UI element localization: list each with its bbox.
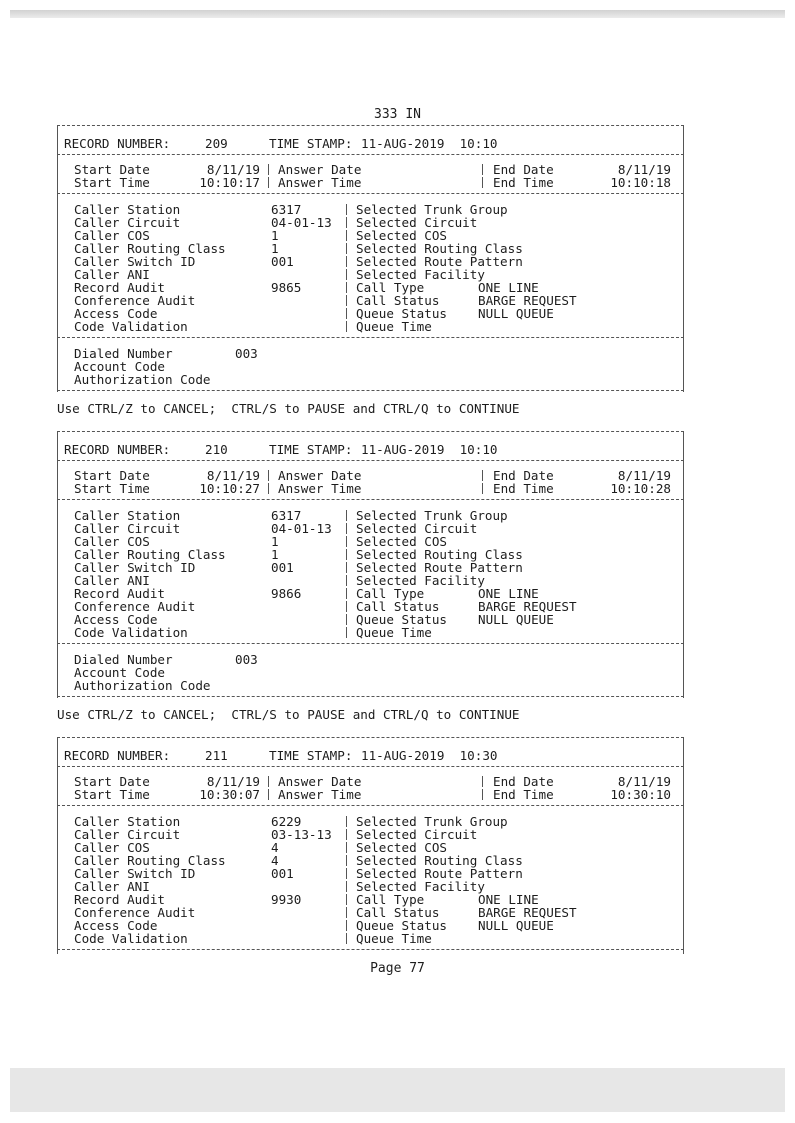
column-separator bbox=[482, 177, 483, 188]
access-code-label: Access Code bbox=[74, 918, 158, 933]
dialed-number-label: Dialed Number bbox=[74, 346, 173, 361]
column-separator bbox=[346, 269, 347, 280]
caller-cos-value: 4 bbox=[271, 840, 279, 855]
call-type-label: Call Type bbox=[356, 586, 425, 601]
column-separator bbox=[482, 776, 483, 787]
caller-switch-id-label: Caller Switch ID bbox=[74, 254, 196, 269]
column-separator bbox=[346, 933, 347, 944]
column-separator bbox=[346, 842, 347, 853]
column-separator bbox=[346, 295, 347, 306]
record-audit-label: Record Audit bbox=[74, 586, 165, 601]
queue-status-label: Queue Status bbox=[356, 918, 447, 933]
divider bbox=[57, 193, 684, 194]
end-date-value: 8/11/19 bbox=[617, 774, 671, 789]
column-separator bbox=[346, 894, 347, 905]
time-stamp-label: TIME STAMP: bbox=[269, 442, 353, 457]
answer-date-label: Answer Date bbox=[278, 468, 362, 483]
record-number-label: RECORD NUMBER: bbox=[64, 136, 171, 151]
caller-switch-id-value: 001 bbox=[271, 254, 294, 269]
selected-facility-label: Selected Facility bbox=[356, 267, 485, 282]
column-separator bbox=[346, 868, 347, 879]
column-separator bbox=[346, 510, 347, 521]
selected-route-pattern-label: Selected Route Pattern bbox=[356, 866, 523, 881]
end-date-label: End Date bbox=[493, 774, 554, 789]
divider bbox=[57, 696, 684, 697]
conference-audit-label: Conference Audit bbox=[74, 905, 196, 920]
queue-status-value: NULL QUEUE bbox=[478, 306, 554, 321]
selected-route-pattern-label: Selected Route Pattern bbox=[356, 560, 523, 575]
dialed-number-value: 003 bbox=[235, 652, 258, 667]
divider bbox=[57, 805, 684, 806]
call-status-value: BARGE REQUEST bbox=[478, 905, 577, 920]
scan-edge-top bbox=[10, 10, 785, 18]
record-border-left bbox=[57, 431, 58, 698]
column-separator bbox=[346, 920, 347, 931]
selected-circuit-label: Selected Circuit bbox=[356, 521, 478, 536]
caller-switch-id-label: Caller Switch ID bbox=[74, 866, 196, 881]
caller-station-label: Caller Station bbox=[74, 814, 181, 829]
control-instructions: Use CTRL/Z to CANCEL; CTRL/S to PAUSE and CTRL/Q to CONTINUE bbox=[57, 401, 520, 416]
record-border-right bbox=[683, 431, 684, 698]
account-code-label: Account Code bbox=[74, 359, 165, 374]
conference-audit-label: Conference Audit bbox=[74, 293, 196, 308]
record-audit-value: 9866 bbox=[271, 586, 302, 601]
answer-time-label: Answer Time bbox=[278, 787, 362, 802]
column-separator bbox=[346, 321, 347, 332]
queue-status-label: Queue Status bbox=[356, 612, 447, 627]
record-border-right bbox=[683, 737, 684, 954]
selected-routing-class-label: Selected Routing Class bbox=[356, 853, 523, 868]
selected-facility-label: Selected Facility bbox=[356, 573, 485, 588]
record-audit-label: Record Audit bbox=[74, 892, 165, 907]
selected-routing-class-label: Selected Routing Class bbox=[356, 547, 523, 562]
caller-station-value: 6229 bbox=[271, 814, 302, 829]
record-number-label: RECORD NUMBER: bbox=[64, 748, 171, 763]
time-stamp-label: TIME STAMP: bbox=[269, 136, 353, 151]
caller-routing-class-label: Caller Routing Class bbox=[74, 241, 226, 256]
column-separator bbox=[482, 789, 483, 800]
divider bbox=[57, 337, 684, 338]
caller-station-label: Caller Station bbox=[74, 202, 181, 217]
column-separator bbox=[482, 483, 483, 494]
column-separator bbox=[268, 483, 269, 494]
queue-time-label: Queue Time bbox=[356, 625, 432, 640]
call-status-label: Call Status bbox=[356, 905, 440, 920]
column-separator bbox=[268, 164, 269, 175]
divider bbox=[57, 390, 684, 391]
queue-status-value: NULL QUEUE bbox=[478, 918, 554, 933]
time-stamp-value: 11-AUG-2019 10:10 bbox=[361, 442, 498, 457]
selected-cos-label: Selected COS bbox=[356, 534, 447, 549]
end-date-value: 8/11/19 bbox=[617, 468, 671, 483]
scan-edge-bottom bbox=[10, 1068, 785, 1112]
divider bbox=[57, 643, 684, 644]
caller-ani-label: Caller ANI bbox=[74, 267, 150, 282]
call-status-label: Call Status bbox=[356, 599, 440, 614]
column-separator bbox=[346, 536, 347, 547]
start-time-label: Start Time bbox=[74, 175, 150, 190]
column-separator bbox=[346, 816, 347, 827]
record-number-value: 209 bbox=[205, 136, 228, 151]
selected-circuit-label: Selected Circuit bbox=[356, 827, 478, 842]
end-time-label: End Time bbox=[493, 481, 554, 496]
end-time-label: End Time bbox=[493, 175, 554, 190]
caller-cos-label: Caller COS bbox=[74, 534, 150, 549]
column-separator bbox=[268, 789, 269, 800]
start-date-value: 8/11/19 bbox=[206, 468, 260, 483]
column-separator bbox=[346, 204, 347, 215]
caller-routing-class-value: 1 bbox=[271, 547, 279, 562]
call-type-value: ONE LINE bbox=[478, 280, 539, 295]
code-validation-label: Code Validation bbox=[74, 319, 188, 334]
record-border-left bbox=[57, 737, 58, 954]
dialed-number-value: 003 bbox=[235, 346, 258, 361]
divider bbox=[57, 949, 684, 950]
selected-trunk-group-label: Selected Trunk Group bbox=[356, 202, 508, 217]
end-date-label: End Date bbox=[493, 468, 554, 483]
code-validation-label: Code Validation bbox=[74, 625, 188, 640]
answer-time-label: Answer Time bbox=[278, 175, 362, 190]
caller-circuit-value: 03-13-13 bbox=[271, 827, 332, 842]
call-type-value: ONE LINE bbox=[478, 892, 539, 907]
account-code-label: Account Code bbox=[74, 665, 165, 680]
column-separator bbox=[346, 256, 347, 267]
column-separator bbox=[268, 470, 269, 481]
caller-circuit-value: 04-01-13 bbox=[271, 521, 332, 536]
column-separator bbox=[482, 470, 483, 481]
selected-routing-class-label: Selected Routing Class bbox=[356, 241, 523, 256]
call-type-value: ONE LINE bbox=[478, 586, 539, 601]
divider bbox=[57, 125, 684, 126]
access-code-label: Access Code bbox=[74, 306, 158, 321]
caller-ani-label: Caller ANI bbox=[74, 879, 150, 894]
page-number: Page 77 bbox=[370, 961, 425, 976]
start-time-label: Start Time bbox=[74, 481, 150, 496]
caller-cos-label: Caller COS bbox=[74, 228, 150, 243]
divider bbox=[57, 766, 684, 767]
caller-cos-label: Caller COS bbox=[74, 840, 150, 855]
control-instructions: Use CTRL/Z to CANCEL; CTRL/S to PAUSE and CTRL/Q to CONTINUE bbox=[57, 707, 520, 722]
start-date-value: 8/11/19 bbox=[206, 774, 260, 789]
call-type-label: Call Type bbox=[356, 280, 425, 295]
end-time-label: End Time bbox=[493, 787, 554, 802]
call-type-label: Call Type bbox=[356, 892, 425, 907]
access-code-label: Access Code bbox=[74, 612, 158, 627]
answer-date-label: Answer Date bbox=[278, 162, 362, 177]
start-time-value: 10:10:27 bbox=[199, 481, 260, 496]
end-date-value: 8/11/19 bbox=[617, 162, 671, 177]
call-status-value: BARGE REQUEST bbox=[478, 599, 577, 614]
conference-audit-label: Conference Audit bbox=[74, 599, 196, 614]
record-number-value: 211 bbox=[205, 748, 228, 763]
queue-time-label: Queue Time bbox=[356, 319, 432, 334]
caller-circuit-label: Caller Circuit bbox=[74, 827, 181, 842]
caller-cos-value: 1 bbox=[271, 534, 279, 549]
column-separator bbox=[346, 575, 347, 586]
column-separator bbox=[268, 177, 269, 188]
answer-date-label: Answer Date bbox=[278, 774, 362, 789]
caller-ani-label: Caller ANI bbox=[74, 573, 150, 588]
caller-station-value: 6317 bbox=[271, 508, 302, 523]
record-audit-value: 9930 bbox=[271, 892, 302, 907]
end-time-value: 10:10:28 bbox=[610, 481, 671, 496]
divider bbox=[57, 431, 684, 432]
start-date-label: Start Date bbox=[74, 468, 150, 483]
time-stamp-value: 11-AUG-2019 10:30 bbox=[361, 748, 498, 763]
authorization-code-label: Authorization Code bbox=[74, 372, 211, 387]
column-separator bbox=[346, 601, 347, 612]
column-separator bbox=[346, 614, 347, 625]
call-record bbox=[57, 431, 684, 698]
column-separator bbox=[346, 627, 347, 638]
record-audit-label: Record Audit bbox=[74, 280, 165, 295]
dialed-number-label: Dialed Number bbox=[74, 652, 173, 667]
selected-facility-label: Selected Facility bbox=[356, 879, 485, 894]
call-status-label: Call Status bbox=[356, 293, 440, 308]
column-separator bbox=[346, 308, 347, 319]
column-separator bbox=[346, 855, 347, 866]
column-separator bbox=[346, 549, 347, 560]
start-time-label: Start Time bbox=[74, 787, 150, 802]
selected-cos-label: Selected COS bbox=[356, 840, 447, 855]
column-separator bbox=[346, 282, 347, 293]
caller-cos-value: 1 bbox=[271, 228, 279, 243]
start-date-label: Start Date bbox=[74, 774, 150, 789]
column-separator bbox=[346, 562, 347, 573]
column-separator bbox=[346, 829, 347, 840]
column-separator bbox=[346, 907, 347, 918]
caller-station-value: 6317 bbox=[271, 202, 302, 217]
caller-circuit-label: Caller Circuit bbox=[74, 215, 181, 230]
code-validation-label: Code Validation bbox=[74, 931, 188, 946]
caller-routing-class-value: 1 bbox=[271, 241, 279, 256]
divider bbox=[57, 154, 684, 155]
caller-routing-class-label: Caller Routing Class bbox=[74, 547, 226, 562]
selected-circuit-label: Selected Circuit bbox=[356, 215, 478, 230]
time-stamp-value: 11-AUG-2019 10:10 bbox=[361, 136, 498, 151]
end-time-value: 10:10:18 bbox=[610, 175, 671, 190]
caller-switch-id-value: 001 bbox=[271, 866, 294, 881]
caller-station-label: Caller Station bbox=[74, 508, 181, 523]
selected-route-pattern-label: Selected Route Pattern bbox=[356, 254, 523, 269]
end-time-value: 10:30:10 bbox=[610, 787, 671, 802]
divider bbox=[57, 737, 684, 738]
time-stamp-label: TIME STAMP: bbox=[269, 748, 353, 763]
page-header: 333 IN bbox=[374, 107, 421, 122]
caller-circuit-label: Caller Circuit bbox=[74, 521, 181, 536]
column-separator bbox=[346, 230, 347, 241]
column-separator bbox=[346, 243, 347, 254]
authorization-code-label: Authorization Code bbox=[74, 678, 211, 693]
record-audit-value: 9865 bbox=[271, 280, 302, 295]
call-record bbox=[57, 737, 684, 954]
queue-status-value: NULL QUEUE bbox=[478, 612, 554, 627]
column-separator bbox=[268, 776, 269, 787]
start-time-value: 10:10:17 bbox=[199, 175, 260, 190]
record-border-right bbox=[683, 125, 684, 392]
column-separator bbox=[346, 881, 347, 892]
record-number-value: 210 bbox=[205, 442, 228, 457]
caller-routing-class-label: Caller Routing Class bbox=[74, 853, 226, 868]
queue-time-label: Queue Time bbox=[356, 931, 432, 946]
caller-switch-id-label: Caller Switch ID bbox=[74, 560, 196, 575]
column-separator bbox=[346, 588, 347, 599]
start-date-value: 8/11/19 bbox=[206, 162, 260, 177]
column-separator bbox=[482, 164, 483, 175]
record-number-label: RECORD NUMBER: bbox=[64, 442, 171, 457]
caller-switch-id-value: 001 bbox=[271, 560, 294, 575]
call-record bbox=[57, 125, 684, 392]
answer-time-label: Answer Time bbox=[278, 481, 362, 496]
selected-cos-label: Selected COS bbox=[356, 228, 447, 243]
selected-trunk-group-label: Selected Trunk Group bbox=[356, 508, 508, 523]
selected-trunk-group-label: Selected Trunk Group bbox=[356, 814, 508, 829]
record-border-left bbox=[57, 125, 58, 392]
divider bbox=[57, 460, 684, 461]
caller-circuit-value: 04-01-13 bbox=[271, 215, 332, 230]
call-status-value: BARGE REQUEST bbox=[478, 293, 577, 308]
divider bbox=[57, 499, 684, 500]
column-separator bbox=[346, 523, 347, 534]
start-date-label: Start Date bbox=[74, 162, 150, 177]
column-separator bbox=[346, 217, 347, 228]
queue-status-label: Queue Status bbox=[356, 306, 447, 321]
start-time-value: 10:30:07 bbox=[199, 787, 260, 802]
caller-routing-class-value: 4 bbox=[271, 853, 279, 868]
end-date-label: End Date bbox=[493, 162, 554, 177]
